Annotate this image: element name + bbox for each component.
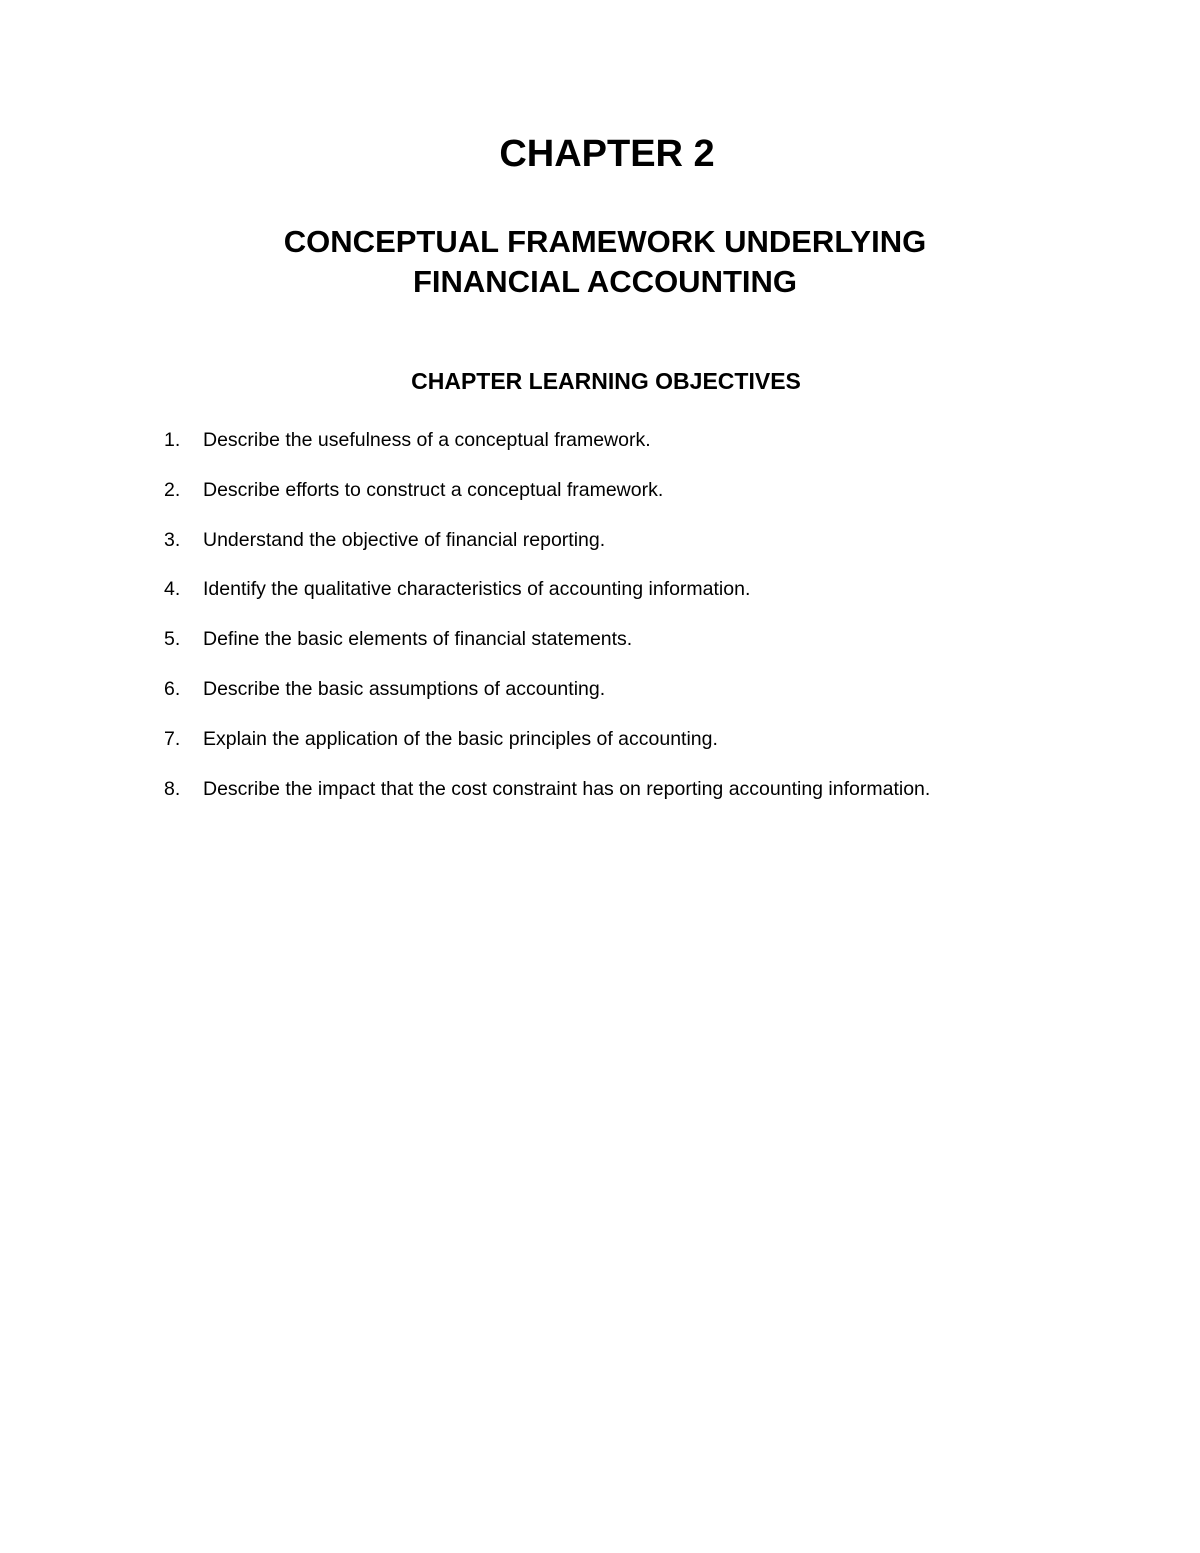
objectives-heading: CHAPTER LEARNING OBJECTIVES <box>411 368 801 394</box>
objective-item <box>164 426 1164 476</box>
document-title <box>0 222 1200 302</box>
objective-item <box>164 775 1164 825</box>
objective-text: Explain the application of the basic principles of accounting. <box>203 727 718 750</box>
objective-number: 7. <box>164 727 181 750</box>
objective-item <box>164 725 1164 775</box>
objective-number: 1. <box>164 429 181 451</box>
objective-number: 4. <box>164 578 181 601</box>
chapter-title: CHAPTER 2 <box>499 133 715 175</box>
objective-text: Describe the basic assumptions of accounting. <box>203 677 606 700</box>
objective-text: Describe efforts to construct a conceptual framework. <box>203 478 664 501</box>
objective-text: Identify the qualitative characteristics of accounting information. <box>203 578 751 601</box>
title-line: FINANCIAL ACCOUNTING <box>412 264 798 299</box>
objective-item <box>164 476 1164 526</box>
objective-item <box>164 625 1164 675</box>
objective-number: 8. <box>164 777 181 800</box>
objective-number: 2. <box>164 478 181 501</box>
objective-number: 6. <box>164 677 181 700</box>
objective-item <box>164 526 1164 576</box>
objective-text: Describe the impact that the cost constraint has on reporting accounting information. <box>203 777 931 800</box>
objective-text: Define the basic elements of financial statements. <box>203 628 633 651</box>
objective-item <box>164 575 1164 625</box>
objectives-list <box>164 426 1164 824</box>
objective-item <box>164 675 1164 725</box>
title-line: CONCEPTUAL FRAMEWORK UNDERLYING <box>283 224 927 259</box>
objective-number: 5. <box>164 628 181 651</box>
objective-text: Describe the usefulness of a conceptual framework. <box>203 429 651 451</box>
objective-number: 3. <box>164 528 181 551</box>
objective-text: Understand the objective of financial reporting. <box>203 528 606 551</box>
